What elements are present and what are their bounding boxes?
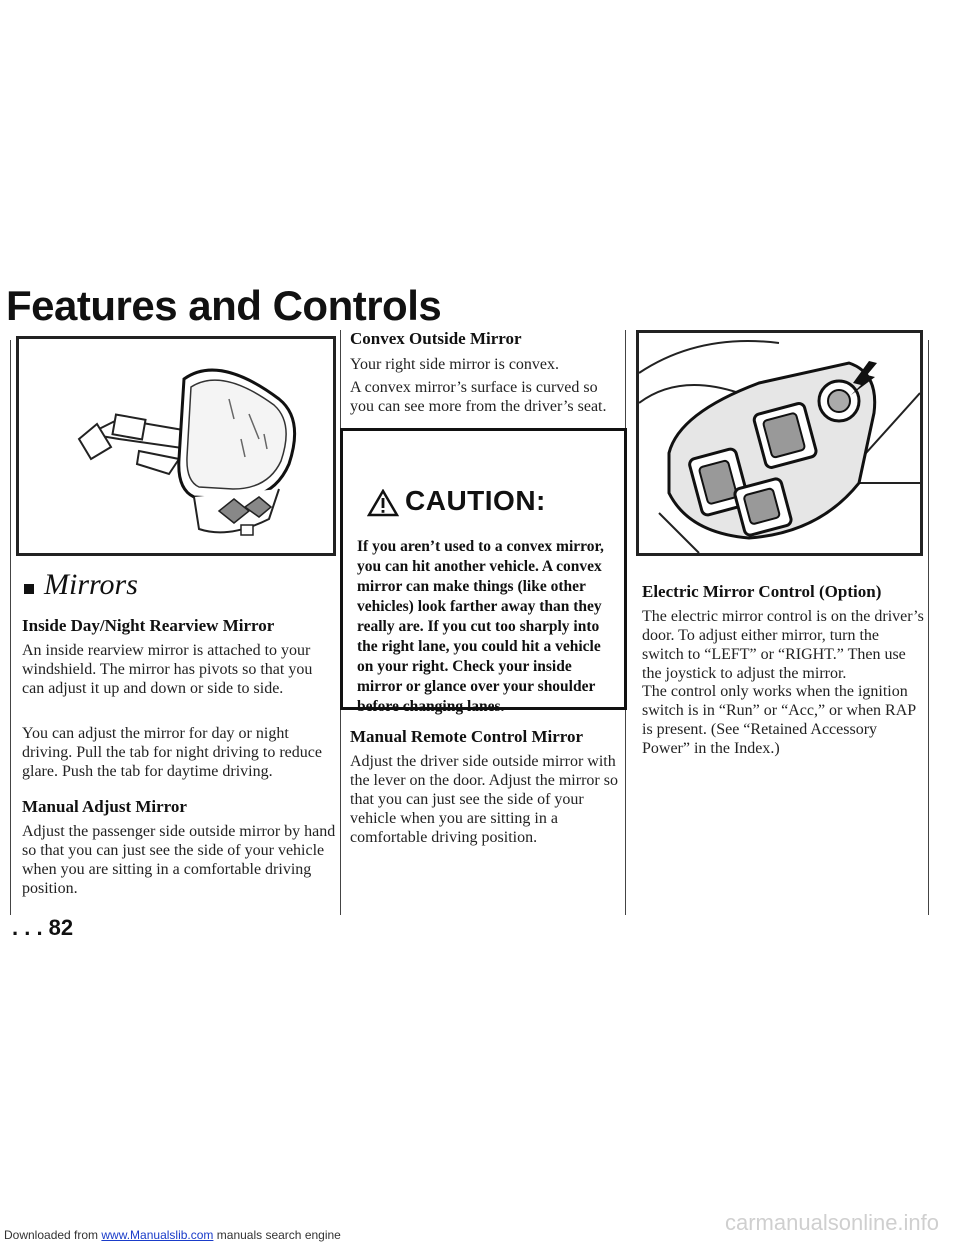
heading-inside-mirror: Inside Day/Night Rearview Mirror xyxy=(22,616,275,635)
paragraph-remote-mirror: Adjust the driver side outside mirror with the lever on the door. Adjust the mirror so that you can just see the side of your vehicle when you are sitting in a comfortable driving position. xyxy=(350,753,618,846)
watermark-text: carmanualsonline.info xyxy=(725,1210,940,1235)
paragraph-manual-adjust: Adjust the passenger side outside mirror by hand so that you can just see the side of your vehicle when you are sitting in a comfortable driving position. xyxy=(22,823,336,897)
inside-mirror-illustration xyxy=(16,336,336,556)
paragraph-electric-1: The electric mirror control is on the driver’s door. To adjust either mirror, turn the switch to “LEFT” or “RIGHT.” Then use the joystick to adjust the mirror. xyxy=(642,608,924,682)
column-rule-left xyxy=(10,340,11,915)
column-rule-far-right xyxy=(928,340,929,915)
warning-triangle-icon xyxy=(367,489,399,517)
page-number: . . . 82 xyxy=(12,915,74,940)
caution-title: CAUTION: xyxy=(405,485,546,516)
footer-suffix: manuals search engine xyxy=(213,1228,341,1242)
paragraph-convex-2: A convex mirror’s surface is curved so you can see more from the driver’s seat. xyxy=(350,379,607,415)
page-title: Features and Controls xyxy=(6,282,442,329)
electric-mirror-control-illustration xyxy=(636,330,923,556)
mirror-drawing xyxy=(19,339,333,553)
caution-text: If you aren’t used to a convex mirror, you can hit another vehicle. A convex mirror can make things (like other vehicles) look farther away than they really are. If you cut too sharply into the right lane, you could hit a vehicle on your right. Check your inside mirror or glance over your shoulder before changing lanes. xyxy=(357,538,604,715)
section-bullet xyxy=(24,584,34,594)
paragraph-inside-mirror-2: You can adjust the mirror for day or night driving. Pull the tab for night driving to reduce glare. Push the tab for daytime driving. xyxy=(22,725,322,780)
door-panel-drawing xyxy=(639,333,920,553)
footer-prefix: Downloaded from xyxy=(4,1228,102,1242)
heading-electric-mirror: Electric Mirror Control (Option) xyxy=(642,582,882,601)
caution-box xyxy=(340,428,627,715)
heading-remote-mirror: Manual Remote Control Mirror xyxy=(350,727,584,746)
paragraph-convex-1: Your right side mirror is convex. xyxy=(350,356,560,373)
heading-manual-adjust: Manual Adjust Mirror xyxy=(22,797,187,816)
heading-convex-mirror: Convex Outside Mirror xyxy=(350,329,522,348)
paragraph-electric-2: The control only works when the ignition switch is in “Run” or “Acc,” or when RAP is present. (See “Retained Accessory Power” in the Index.) xyxy=(642,683,916,757)
paragraph-inside-mirror-1: An inside rearview mirror is attached to your windshield. The mirror has pivots so that you can adjust it up and down or side to side. xyxy=(22,642,313,697)
download-footer xyxy=(4,1228,341,1242)
section-title-mirrors: Mirrors xyxy=(44,568,138,601)
manualslib-link[interactable]: www.Manualslib.com xyxy=(101,1228,214,1242)
